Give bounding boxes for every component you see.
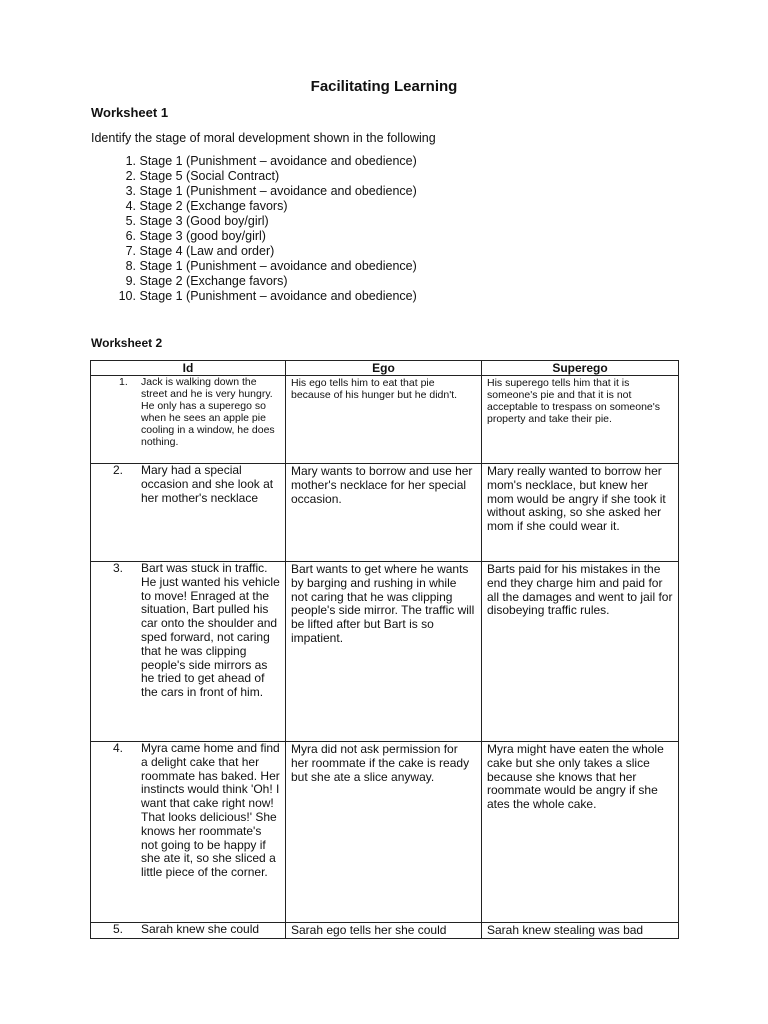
list-text: Stage 1 (Punishment – avoidance and obedience) bbox=[139, 259, 417, 273]
id-cell bbox=[91, 742, 286, 923]
id-cell bbox=[91, 562, 286, 742]
ego-cell bbox=[286, 742, 482, 923]
ego-cell bbox=[286, 923, 482, 939]
superego-text: Mary really wanted to borrow her mom's necklace, but knew her mom would be angry if she took it without asking, so she asked her mom if she could wear it. bbox=[487, 464, 666, 534]
list-number: 9. bbox=[125, 274, 136, 288]
worksheet-1-answer-list bbox=[110, 154, 417, 304]
superego-cell bbox=[482, 562, 679, 742]
list-text: Stage 3 (good boy/girl) bbox=[139, 229, 266, 243]
id-text: Bart was stuck in traffic. He just wanted his vehicle to move! Enraged at the situation, Bart pulled his car onto the shoulder and sped forward, not caring that he was clipping people's side mirrors as he tried to get ahead of the cars in front of him. bbox=[141, 561, 280, 700]
table-row bbox=[91, 376, 679, 464]
superego-text: His superego tells him that it is someone's pie and that it is not acceptable to trespass on someone's property and take their pie. bbox=[487, 377, 661, 425]
ego-text: Myra did not ask permission for her roommate if the cake is ready but she ate a slice anyway. bbox=[291, 742, 470, 784]
id-text: Mary had a special occasion and she look at her mother's necklace bbox=[141, 463, 274, 505]
list-item bbox=[110, 154, 417, 169]
list-number: 2. bbox=[125, 169, 136, 183]
id-text: Jack is walking down the street and he is very hungry. He only has a superego so when he sees an apple pie cooling in a window, he does nothing. bbox=[141, 376, 275, 448]
list-text: Stage 2 (Exchange favors) bbox=[139, 274, 288, 288]
list-item bbox=[110, 199, 417, 214]
list-number: 5. bbox=[125, 214, 136, 228]
row-number: 4. bbox=[113, 741, 124, 755]
id-cell bbox=[91, 376, 286, 464]
row-number: 1. bbox=[119, 376, 128, 388]
superego-cell bbox=[482, 742, 679, 923]
table-row bbox=[91, 742, 679, 923]
list-text: Stage 3 (Good boy/girl) bbox=[139, 214, 269, 228]
list-text: Stage 4 (Law and order) bbox=[139, 244, 275, 258]
superego-text: Barts paid for his mistakes in the end they charge him and paid for all the damages and went to jail for disobeying traffic rules. bbox=[487, 562, 673, 618]
superego-cell bbox=[482, 464, 679, 562]
list-item bbox=[110, 229, 417, 244]
ego-cell bbox=[286, 376, 482, 464]
table-row bbox=[91, 923, 679, 939]
list-text: Stage 1 (Punishment – avoidance and obedience) bbox=[139, 184, 417, 198]
list-text: Stage 5 (Social Contract) bbox=[139, 169, 280, 183]
list-item bbox=[110, 259, 417, 274]
table-row bbox=[91, 464, 679, 562]
list-number: 6. bbox=[125, 229, 136, 243]
worksheet-1-instruction: Identify the stage of moral development shown in the following bbox=[91, 131, 436, 145]
id-text: Myra came home and find a delight cake that her roommate has baked. Her instincts would think 'Oh! I want that cake right now! That looks delicious!' She knows her roommate's not going to be happy if she ate it, so she sliced a little piece of the corner. bbox=[141, 741, 280, 880]
list-number: 7. bbox=[125, 244, 136, 258]
list-text: Stage 1 (Punishment – avoidance and obedience) bbox=[139, 154, 417, 168]
row-number: 5. bbox=[113, 922, 124, 936]
superego-cell bbox=[482, 923, 679, 939]
id-ego-superego-table bbox=[90, 360, 679, 939]
id-cell bbox=[91, 923, 286, 939]
row-number: 2. bbox=[113, 463, 124, 477]
table-row bbox=[91, 562, 679, 742]
list-item bbox=[110, 244, 417, 259]
ego-cell bbox=[286, 562, 482, 742]
list-number: 10. bbox=[118, 289, 136, 303]
list-text: Stage 2 (Exchange favors) bbox=[139, 199, 288, 213]
document-title: Facilitating Learning bbox=[310, 78, 458, 95]
column-header-id: Id bbox=[91, 361, 286, 376]
ego-text: Bart wants to get where he wants by barging and rushing in while not caring that he was clipping people's side mirror. The traffic will be lifted after but Bart is so impatient. bbox=[291, 562, 475, 645]
list-number: 1. bbox=[125, 154, 136, 168]
superego-text: Myra might have eaten the whole cake but she only takes a slice because she knows that her roommate would be angry if she ates the whole cake. bbox=[487, 742, 664, 812]
ego-text: Mary wants to borrow and use her mother's necklace for her special occasion. bbox=[291, 464, 473, 506]
table-header-row bbox=[91, 361, 679, 376]
id-text: Sarah knew she could bbox=[141, 922, 260, 936]
list-item bbox=[110, 214, 417, 229]
row-number: 3. bbox=[113, 561, 124, 575]
list-item bbox=[110, 169, 417, 184]
worksheet-2-heading: Worksheet 2 bbox=[91, 336, 163, 350]
list-item bbox=[110, 274, 417, 289]
worksheet-1-heading: Worksheet 1 bbox=[91, 105, 169, 120]
id-cell bbox=[91, 464, 286, 562]
ego-cell bbox=[286, 464, 482, 562]
list-number: 4. bbox=[125, 199, 136, 213]
list-number: 3. bbox=[125, 184, 136, 198]
list-item bbox=[110, 184, 417, 199]
list-number: 8. bbox=[125, 259, 136, 273]
list-text: Stage 1 (Punishment – avoidance and obedience) bbox=[139, 289, 417, 303]
superego-cell bbox=[482, 376, 679, 464]
list-item bbox=[110, 289, 417, 304]
superego-text: Sarah knew stealing was bad bbox=[487, 923, 644, 937]
ego-text: Sarah ego tells her she could bbox=[291, 923, 447, 937]
ego-text: His ego tells him to eat that pie because of his hunger but he didn't. bbox=[291, 377, 458, 401]
column-header-ego: Ego bbox=[286, 361, 482, 376]
column-header-superego: Superego bbox=[482, 361, 679, 376]
